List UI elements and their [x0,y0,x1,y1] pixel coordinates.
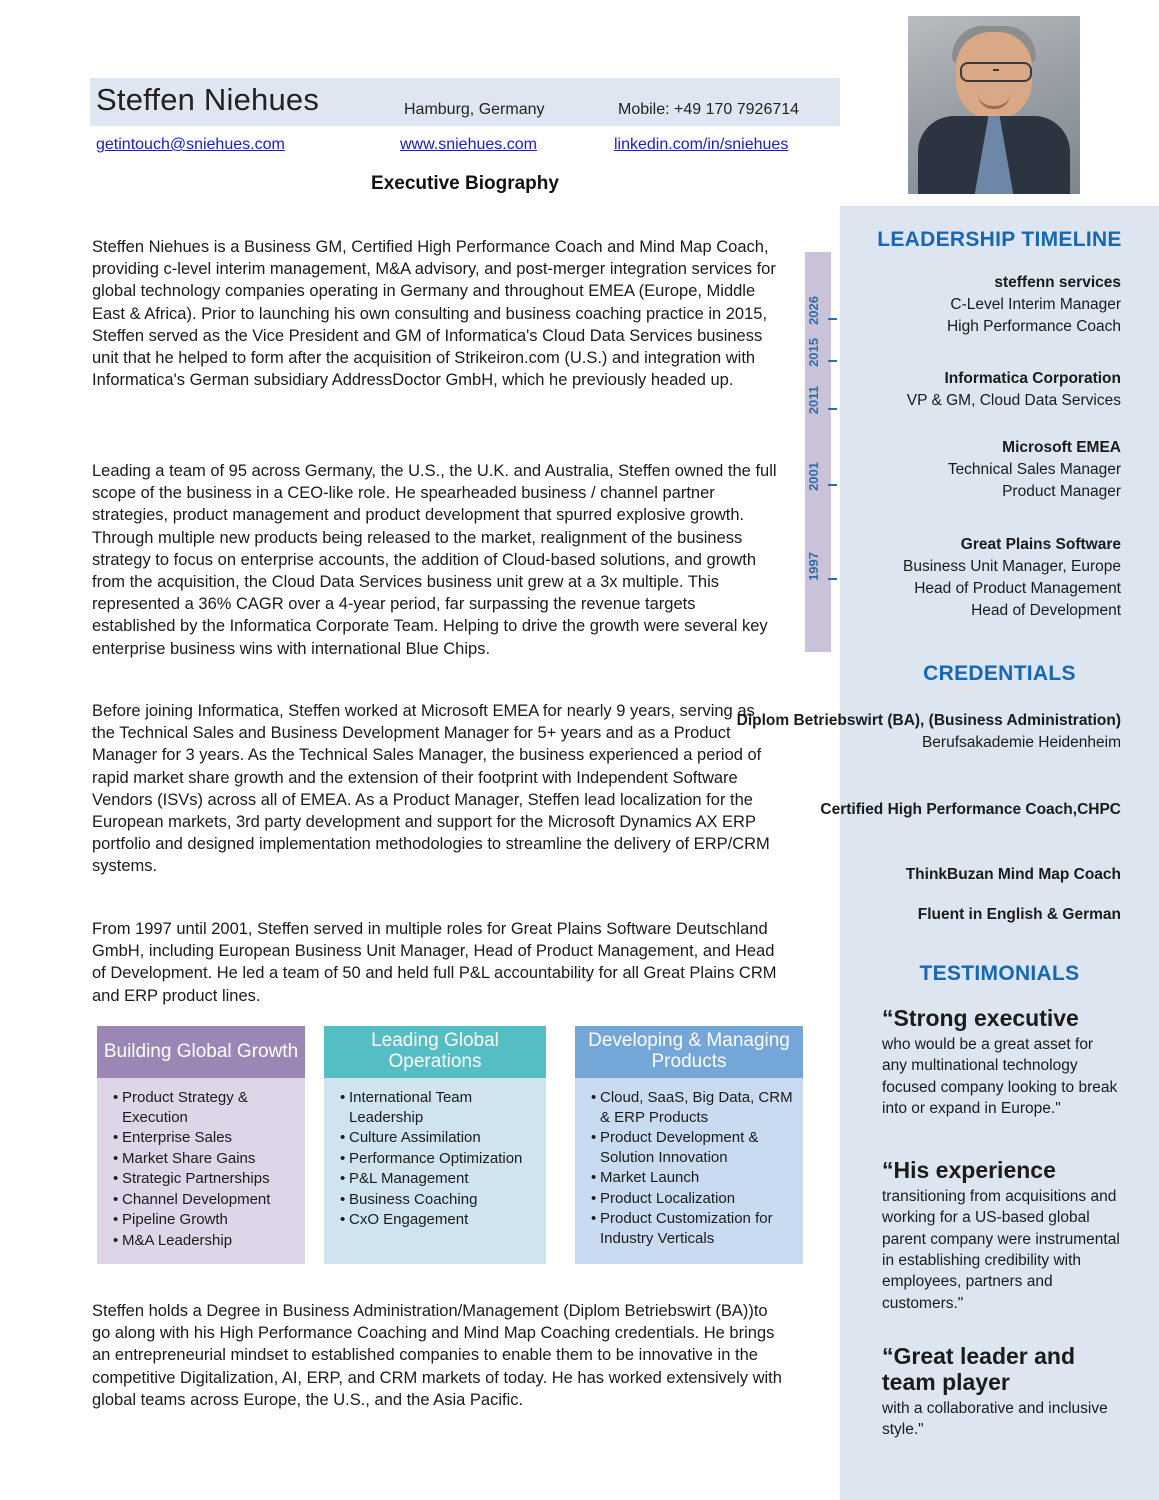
bio-paragraph-2: Leading a team of 95 across Germany, the U.S., the U.K. and Australia, Steffen owned the full scope of the business in a CEO-like role. He spearheaded business / channel partner strategies, product management and product development that spurred explosive growth. Through multiple new products being released to the market, realignment of the business strategy to focus on enterprise accounts, the addition of Cloud-based solutions, and growth from the acquisition, the Cloud Data Services business unit grew at a 3x multiple. This represented a 36% CAGR over a 4-year period, far surpassing the revenue targets established by the Informatica Corporate Team. Helping to drive the growth were several key enterprise business wins with international Blue Chips. [92,462,777,658]
testimonial-2-quote: “His experience [882,1157,1056,1183]
timeline-entry-4-role-2: Head of Product Management [914,580,1121,597]
timeline-entry-1-org: steffenn services [994,274,1121,291]
testimonial-1 [882,1006,1122,1119]
timeline-entry-1-role-2: High Performance Coach [946,318,1121,335]
header-location: Hamburg, Germany [404,101,545,118]
competency-box-2 [324,1026,546,1264]
website-link[interactable]: www.sniehues.com [400,136,537,153]
timeline-year-2026: 2026 [806,296,821,325]
timeline-year-2011: 2011 [806,386,821,415]
testimonial-2 [882,1158,1122,1314]
timeline-entry-1 [947,272,1121,338]
list-item: • Business Coaching [340,1190,538,1210]
document-subtitle: Executive Biography [371,173,559,194]
credential-item-1 [737,710,1121,754]
competency-box-2-body [324,1078,546,1264]
credential-item-4 [918,904,1121,926]
timeline-entry-3-role-1: Technical Sales Manager [947,461,1121,478]
testimonial-3-text: with a collaborative and inclusive style." [882,1399,1108,1438]
timeline-entry-2 [907,368,1121,412]
timeline-entry-3 [948,437,1121,503]
list-item: • Channel Development [113,1190,297,1210]
list-item: • M&A Leadership [113,1231,297,1251]
competency-box-1 [97,1026,305,1264]
list-item: • Market Share Gains [113,1149,297,1169]
list-item: • Performance Optimization [340,1149,538,1169]
timeline-tick [828,578,837,580]
timeline-year-2015: 2015 [806,338,821,367]
list-item: • CxO Engagement [340,1210,538,1230]
list-item: • Product Development & Solution Innovation [591,1128,795,1167]
bio-paragraph-1: Steffen Niehues is a Business GM, Certified High Performance Coach and Mind Map Coach, providing c-level interim management, M&A advisory, and post-merger integration services for global technology companies operating in Germany and throughout EMEA (Europe, Middle East & Africa). Prior to launching his own consulting and business coaching practice in 2015, Steffen served as the Vice President and GM of Informatica's Cloud Data Services business unit that he helped to form after the acquisition of Strikeiron.com (U.S.) and integration with Informatica's German subsidiary AddressDoctor GmbH, which he previously headed up. [92,238,776,390]
list-item: • Product Strategy & Execution [113,1088,297,1127]
header-mobile: Mobile: +49 170 7926714 [618,101,800,118]
header-links [90,136,840,160]
section-heading-timeline: LEADERSHIP TIMELINE [877,228,1122,251]
competency-boxes [97,1026,803,1266]
list-item: • Market Launch [591,1168,795,1188]
timeline-entry-4-org: Great Plains Software [960,536,1121,553]
list-item: • Culture Assimilation [340,1128,538,1148]
bio-paragraph-3: Before joining Informatica, Steffen worked at Microsoft EMEA for nearly 9 years, serving as the Technical Sales and Business Development Manager for 5+ years and as a Product Manager for 3 years. As the Technical Sales Manager, the business experienced a period of rapid market share growth and the extension of their footprint with Independent Software Vendors (ISVs) across all of EMEA. As a Product Manager, Steffen lead localization for the European markets, 3rd party development and support for the Microsoft Dynamics AX ERP portfolio and designed implementation methodologies to streamline the delivery of ERP/CRM systems. [92,702,770,876]
timeline-entry-3-role-2: Product Manager [1002,483,1121,500]
page-title: Steffen Niehues [96,82,320,117]
list-item: • Enterprise Sales [113,1128,297,1148]
competency-box-3 [575,1026,803,1264]
competency-box-1-body [97,1078,305,1264]
timeline-tick [828,318,837,320]
timeline-year-2001: 2001 [806,462,821,491]
list-item: • International Team Leadership [340,1088,538,1127]
competency-box-1-title: Building Global Growth [97,1026,305,1078]
timeline-entry-4-role-1: Business Unit Manager, Europe [903,558,1121,575]
credential-item-3 [906,864,1121,886]
competency-box-3-body [575,1078,803,1264]
list-item: • Product Localization [591,1189,795,1209]
bio-paragraph-5: Steffen holds a Degree in Business Administration/Management (Diplom Betriebswirt (BA))to go along with his High Performance Coaching and Mind Map Coaching credentials. He brings an entrepreneurial mindset to established companies to enable them to be innovative in the competitive Digitalization, AI, ERP, and CRM markets of today. He has worked extensively with global teams across Europe, the U.S., and the Asia Pacific. [92,1302,782,1409]
timeline-entry-2-role-1: VP & GM, Cloud Data Services [906,392,1121,409]
timeline-tick [828,484,837,486]
timeline-year-1997: 1997 [806,552,821,581]
timeline-tick [828,360,837,362]
credential-item-2-title: Certified High Performance Coach,CHPC [820,801,1121,818]
testimonial-1-quote: “Strong executive [882,1005,1079,1031]
credential-item-1-sub: Berufsakademie Heidenheim [921,734,1121,751]
list-item: • Pipeline Growth [113,1210,297,1230]
testimonial-2-text: transitioning from acquisitions and working for a US-based global parent company were instrumental in establishing credibility with employees, partners and customers." [882,1187,1120,1312]
testimonial-3-quote: “Great leader and team player [882,1343,1076,1395]
timeline-entry-3-org: Microsoft EMEA [1002,439,1121,456]
timeline-entry-1-role-1: C-Level Interim Manager [950,296,1121,313]
credential-item-4-title: Fluent in English & German [917,906,1121,923]
timeline-entry-2-org: Informatica Corporation [944,370,1121,387]
competency-box-2-title: Leading Global Operations [324,1026,546,1078]
testimonial-1-text: who would be a great asset for any multinational technology focused company looking to break into or expand in Europe." [882,1035,1118,1117]
timeline-entry-4-role-3: Head of Development [971,602,1121,619]
credential-item-1-title: Diplom Betriebswirt (BA), (Business Administration) [736,712,1121,729]
competency-box-3-title: Developing & Managing Products [575,1026,803,1078]
email-link[interactable]: getintouch@sniehues.com [96,136,285,153]
linkedin-link[interactable]: linkedin.com/in/sniehues [614,136,789,153]
list-item: • Cloud, SaaS, Big Data, CRM & ERP Products [591,1088,795,1127]
testimonial-3 [882,1344,1122,1440]
list-item: • P&L Management [340,1169,538,1189]
section-heading-testimonials: TESTIMONIALS [919,962,1080,985]
timeline-tick [828,408,837,410]
bio-paragraph-4: From 1997 until 2001, Steffen served in multiple roles for Great Plains Software Deutschland GmbH, including European Business Unit Manager, Head of Product Management, and Head of Development. He led a team of 50 and held full P&L accountability for all Great Plains CRM and ERP product lines. [92,920,777,1005]
glasses-icon [960,62,1032,82]
timeline-entry-4 [903,534,1121,622]
credential-item-2 [820,799,1121,821]
list-item: • Strategic Partnerships [113,1169,297,1189]
portrait-photo [908,16,1080,194]
credential-item-3-title: ThinkBuzan Mind Map Coach [905,866,1121,883]
section-heading-credentials: CREDENTIALS [923,662,1076,685]
list-item: • Product Customization for Industry Verticals [591,1209,795,1248]
